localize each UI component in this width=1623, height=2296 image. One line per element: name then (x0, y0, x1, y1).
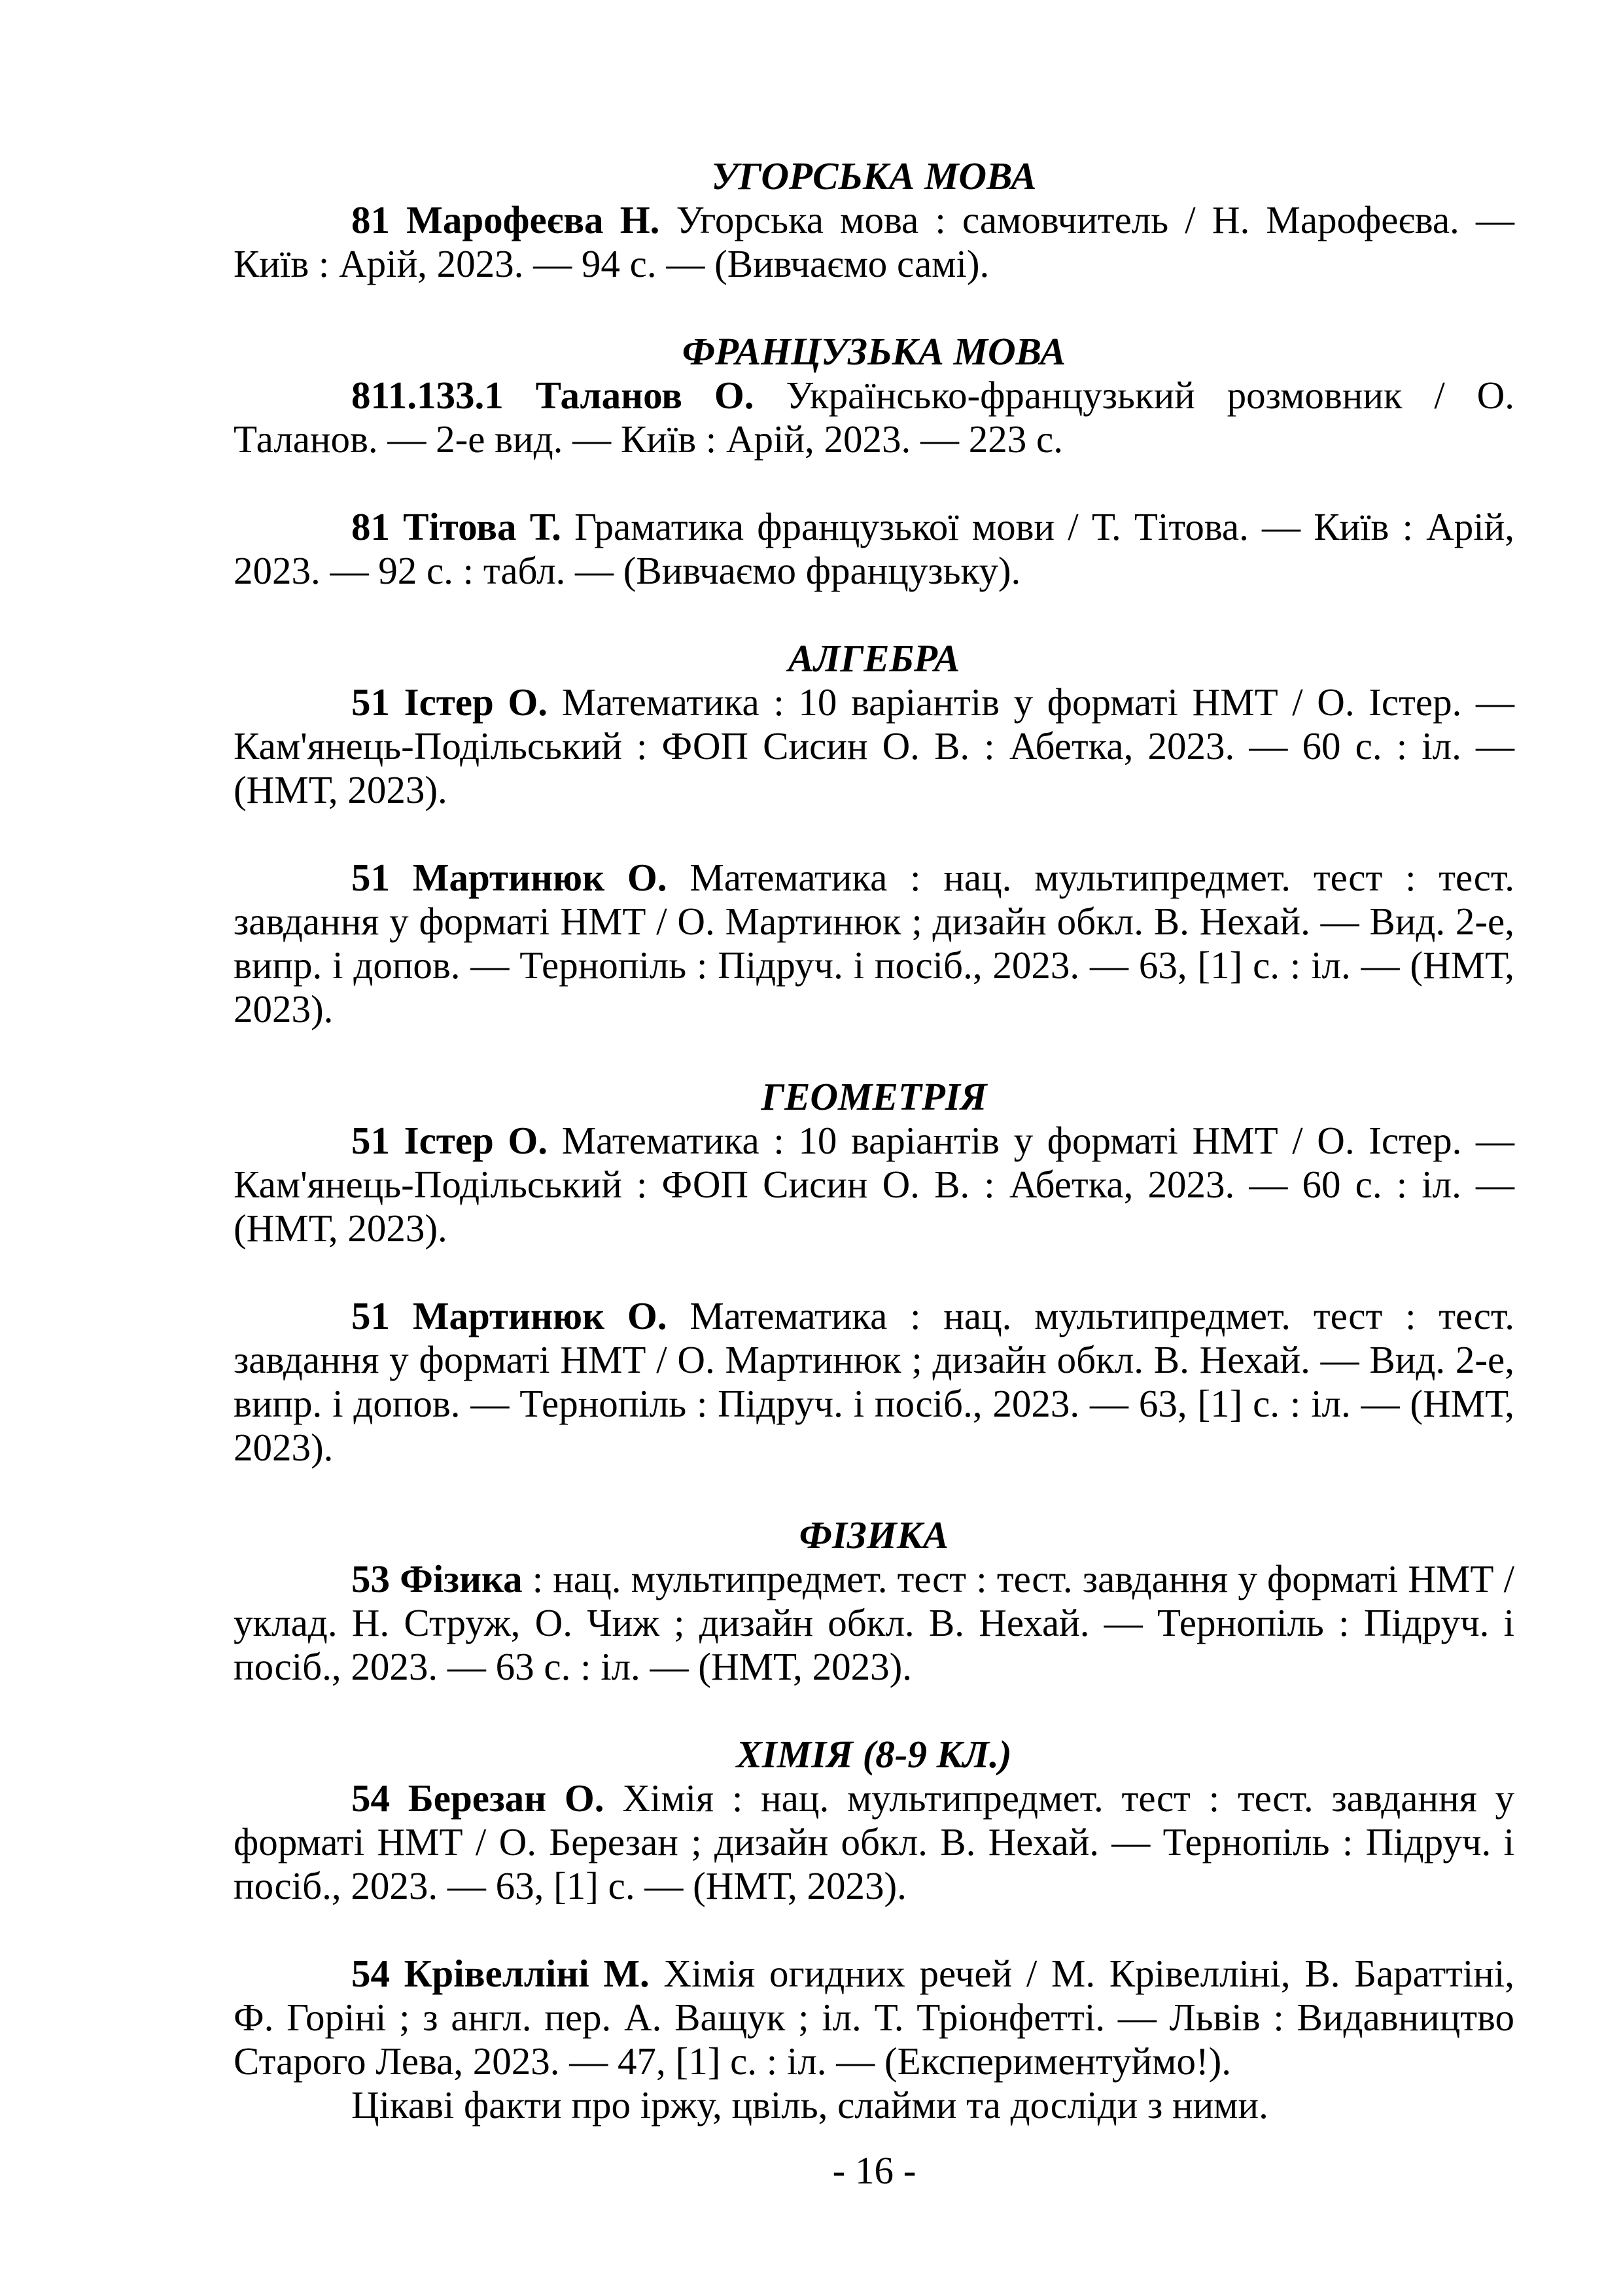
section-french (234, 330, 1514, 593)
entry-lead: 51 Істер О. (351, 680, 548, 724)
entry-lead: 51 Мартинюк О. (351, 1294, 667, 1337)
page-content (234, 154, 1514, 2127)
entry-text: Українсько-французький розмовник / О. Таланов. — 2-е вид. — Київ : Арій, 2023. — 223 с. (234, 374, 1515, 461)
section-heading: АЛГЕБРА (788, 637, 960, 680)
bibliographic-entry (234, 680, 1514, 812)
bibliographic-entry (234, 856, 1514, 1031)
entry-lead: 53 Фізика (351, 1557, 523, 1600)
section-physics (234, 1513, 1514, 1689)
section-heading: УГОРСЬКА МОВА (711, 154, 1037, 198)
entry-lead: 51 Істер О. (351, 1119, 548, 1162)
section-chemistry (234, 1733, 1514, 2127)
bibliographic-entry (234, 1294, 1514, 1470)
entry-lead: 54 Крівелліні М. (351, 1952, 650, 1995)
bibliographic-entry (234, 1557, 1514, 1689)
entry-text: : нац. мультипредмет. тест : тест. завдання у форматі НМТ / уклад. Н. Струж, О. Чиж ; дизайн обкл. В. Нехай. — Тернопіль : Підруч. і посіб., 2023. — 63 с. : іл. — (НМТ, 2023). (234, 1557, 1515, 1688)
bibliographic-entry (234, 374, 1514, 461)
entry-annotation: Цікаві факти про іржу, цвіль, слайми та досліди з ними. (351, 2083, 1268, 2127)
entry-lead: 54 Березан О. (351, 1776, 604, 1820)
entry-text: Угорська мова : самовчитель / Н. Марофеєва. — Київ : Арій, 2023. — 94 с. — (Вивчаємо самі). (234, 198, 1514, 285)
section-hungarian (234, 154, 1514, 286)
entry-text: Математика : 10 варіантів у форматі НМТ / О. Істер. — Кам'янець-Подільський : ФОП Сисин О. В. : Абетка, 2023. — 60 с. : іл. — (НМТ, 2023). (234, 680, 1514, 811)
section-heading: ГЕОМЕТРІЯ (761, 1075, 987, 1118)
entry-text: Хімія огидних речей / М. Крівелліні, В. Бараттіні, Ф. Горіні ; з англ. пер. А. Ващук ; іл. Т. Тріонфетті. — Львів : Видавництво Старого Лева, 2023. — 47, [1] с. : іл. — (Експериментуймо!). (234, 1952, 1514, 2083)
entry-text: Математика : нац. мультипредмет. тест : тест. завдання у форматі НМТ / О. Мартинюк ; дизайн обкл. В. Нехай. — Вид. 2-е, випр. і допов. — Тернопіль : Підруч. і посіб., 2023. — 63, [1] с. : іл. — (НМТ, 2023). (234, 856, 1514, 1031)
entry-text: Математика : нац. мультипредмет. тест : тест. завдання у форматі НМТ / О. Мартинюк ; дизайн обкл. В. Нехай. — Вид. 2-е, випр. і допов. — Тернопіль : Підруч. і посіб., 2023. — 63, [1] с. : іл. — (НМТ, 2023). (234, 1294, 1514, 1469)
page-number: - 16 - (832, 2149, 916, 2192)
entry-text: Хімія : нац. мультипредмет. тест : тест. завдання у форматі НМТ / О. Березан ; дизайн обкл. В. Нехай. — Тернопіль : Підруч. і посіб., 2023. — 63, [1] с. — (НМТ, 2023). (234, 1776, 1514, 1907)
section-heading: ХІМІЯ (8-9 КЛ.) (736, 1733, 1012, 1776)
section-geometry (234, 1075, 1514, 1470)
entry-text: Математика : 10 варіантів у форматі НМТ / О. Істер. — Кам'янець-Подільський : ФОП Сисин О. В. : Абетка, 2023. — 60 с. : іл. — (НМТ, 2023). (234, 1119, 1514, 1250)
entry-lead: 811.133.1 Таланов О. (351, 374, 754, 417)
entry-lead: 51 Мартинюк О. (351, 856, 667, 899)
bibliographic-entry (234, 1119, 1514, 1250)
bibliographic-entry (234, 1952, 1514, 2083)
bibliographic-entry (234, 505, 1514, 593)
section-heading: ФРАНЦУЗЬКА МОВА (682, 330, 1066, 373)
section-heading: ФІЗИКА (799, 1513, 949, 1557)
bibliographic-entry (234, 198, 1514, 286)
entry-lead: 81 Тітова Т. (351, 505, 561, 548)
bibliographic-entry (234, 1776, 1514, 1908)
section-algebra (234, 637, 1514, 1031)
entry-lead: 81 Марофеєва Н. (351, 198, 660, 241)
entry-text: Граматика французької мови / Т. Тітова. — Київ : Арій, 2023. — 92 с. : табл. — (Вивчаємо французьку). (234, 505, 1514, 592)
